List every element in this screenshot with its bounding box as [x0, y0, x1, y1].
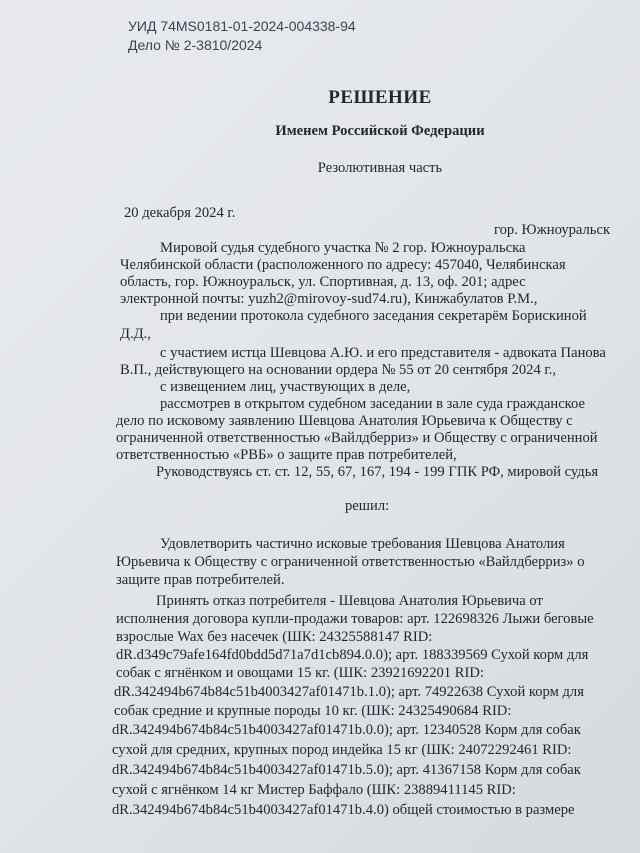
decision-line: защите прав потребителей. [116, 572, 285, 588]
decision-line: взрослые Wax без насечек (ШК: 24325588147 RID: [116, 629, 433, 645]
intro-line: Мировой судья судебного участка № 2 гор. Южноуральска [160, 240, 526, 256]
intro-line: Челябинской области (расположенного по адресу: 457040, Челябинская [120, 257, 566, 273]
decision-line: dR.342494b674b84c51b4003427af01471b.5.0); арт. 41367158 Корм для собак [112, 762, 581, 778]
intro-line: область, гор. Южноуральск, ул. Спортивная, д. 13, оф. 201; адрес [120, 274, 526, 290]
intro-line: ответственностью «РВБ» о защите прав потребителей, [116, 447, 457, 463]
decision-line: dR.342494b674b84c51b4003427af01471b.0.0); арт. 12340528 Корм для собак [112, 722, 581, 738]
decision-line: dR.342494b674b84c51b4003427af01471b.1.0); арт. 74922638 Сухой корм для [114, 684, 584, 700]
part-label: Резолютивная часть [317, 160, 443, 176]
intro-line: Руководствуясь ст. ст. 12, 55, 67, 167, 194 - 199 ГПК РФ, мировой судья [156, 464, 599, 480]
intro-line: Д.Д., [120, 326, 151, 342]
decision-city: гор. Южноуральск [494, 222, 611, 238]
decision-line: dR.342494b674b84c51b4003427af01471b.4.0) общей стоимостью в размере [112, 802, 575, 818]
decision-line: Удовлетворить частично исковые требования Шевцова Анатолия [160, 536, 565, 552]
decision-line: сухой с ягнёнком 14 кг Мистер Баффало (ШК: 23889411145 RID: [112, 782, 516, 798]
decision-line: собак с ягнёнком и овощами 15 кг. (ШК: 23921692201 RID: [116, 665, 484, 681]
intro-line: В.П., действующего на основании ордера № 55 от 20 сентября 2024 г., [120, 362, 557, 378]
decision-date: 20 декабря 2024 г. [124, 205, 236, 221]
uid-line: УИД 74MS0181-01-2024-004338-94 [128, 18, 356, 34]
decision-line: Юрьевича к Обществу с ограниченной ответственностью «Вайлдберриз» о [116, 554, 585, 570]
intro-line: рассмотрев в открытом судебном заседании в зале суда гражданское [160, 396, 585, 412]
decision-line: Принять отказ потребителя - Шевцова Анатолия Юрьевича от [156, 593, 543, 609]
document-title: РЕШЕНИЕ [328, 87, 432, 108]
intro-line: с участием истца Шевцова А.Ю. и его представителя - адвоката Панова [160, 345, 606, 361]
intro-line: дело по исковому заявлению Шевцова Анатолия Юрьевича к Обществу с [116, 413, 573, 429]
intro-line: с извещением лиц, участвующих в деле, [160, 379, 411, 395]
intro-line: при ведении протокола судебного заседания секретарём Борискиной [160, 308, 587, 324]
decision-line: сухой для средних, крупных пород индейка 15 кг (ШК: 24072292461 RID: [112, 742, 572, 758]
intro-line: ограниченной ответственностью «Вайлдберриз» и Обществу с ограниченной [116, 430, 598, 446]
document-subtitle: Именем Российской Федерации [275, 123, 485, 139]
decision-line: dR.d349c79afe164fd0bdd5d71a7d1cb894.0.0); арт. 188339569 Сухой корм для [116, 647, 589, 663]
intro-line: электронной почты: yuzh2@mirovoy-sud74.ru), Кинжабулатов Р.М., [120, 291, 538, 307]
decided-label: решил: [345, 498, 390, 514]
decision-line: собак средние и крупные породы 10 кг. (ШК: 24325490684 RID: [114, 703, 512, 719]
case-number: Дело № 2-3810/2024 [128, 37, 263, 53]
decision-line: исполнения договора купли-продажи товаров: арт. 122698326 Лыжи беговые [116, 611, 594, 627]
